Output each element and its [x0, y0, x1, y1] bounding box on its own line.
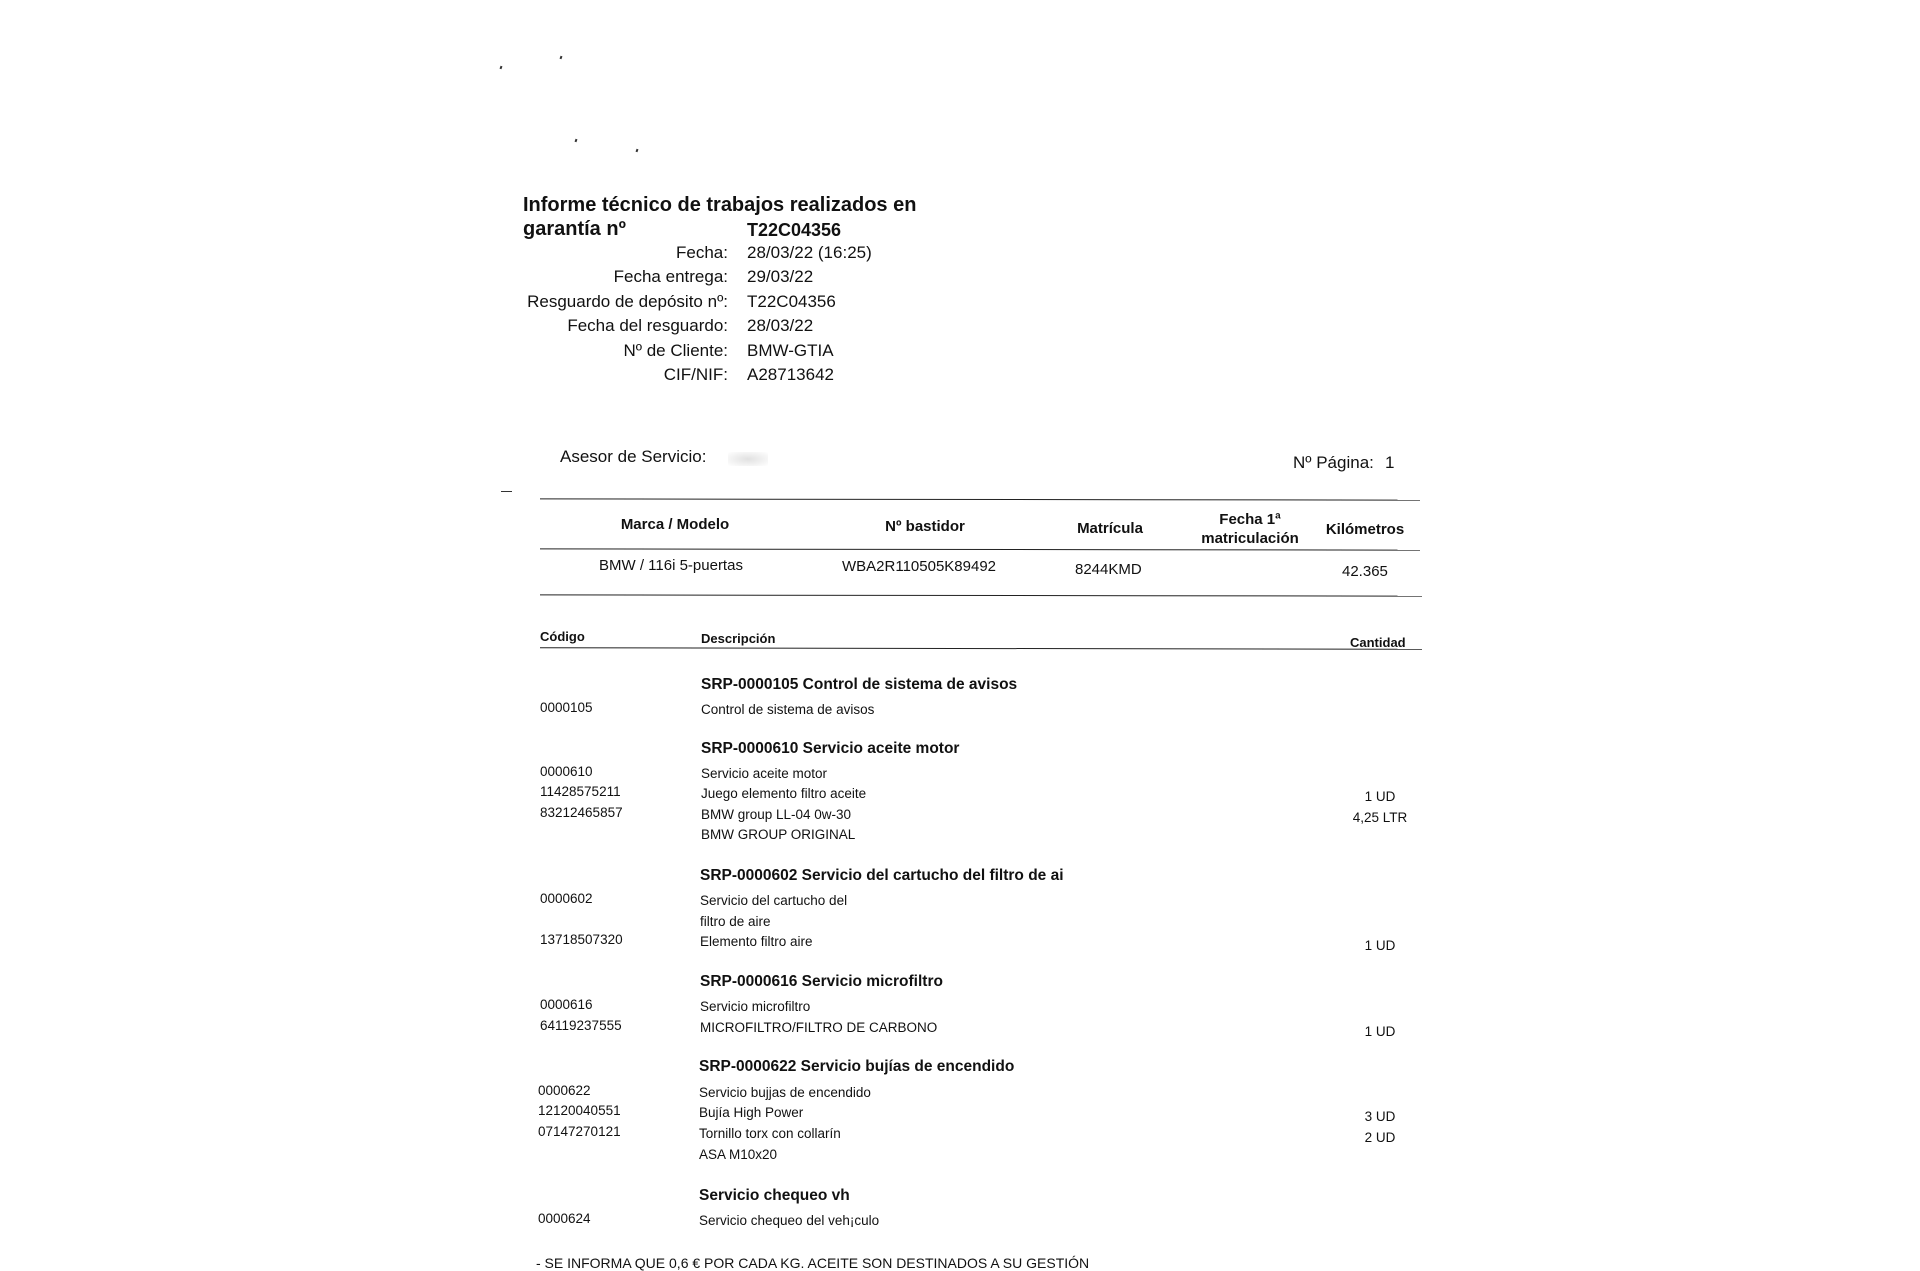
vehicle-header-plate: Matrícula: [1077, 520, 1143, 537]
item-code: 12120040551: [538, 1103, 621, 1118]
item-description: MICROFILTRO/FILTRO DE CARBONO: [700, 1020, 938, 1035]
item-quantity: 1 UD: [1364, 1024, 1396, 1039]
item-description: BMW group LL-04 0w-30: [701, 807, 852, 822]
page-number-value: 1: [1385, 453, 1395, 472]
first-reg-line2: matriculación: [1201, 530, 1299, 547]
info-value: T22C04356: [747, 292, 836, 311]
info-value: BMW-GTIA: [747, 341, 834, 360]
item-code: 0000624: [538, 1211, 591, 1226]
redacted-advisor-name: [728, 452, 768, 466]
info-label: Fecha del resguardo:: [567, 316, 728, 335]
section-title: SRP-0000622 Servicio bujías de encendido: [699, 1058, 1015, 1075]
section-title: SRP-0000105 Control de sistema de avisos: [701, 676, 1018, 693]
info-label: Resguardo de depósito nº:: [527, 292, 728, 311]
vehicle-header-first-registration: [1185, 510, 1315, 548]
item-code: 64119237555: [540, 1018, 622, 1033]
item-code: 0000616: [540, 997, 593, 1012]
item-description: BMW GROUP ORIGINAL: [701, 827, 856, 842]
vehicle-table-bottom-rule: [540, 594, 1422, 596]
first-reg-line1: Fecha 1ª: [1219, 511, 1281, 528]
item-code: 07147270121: [538, 1124, 621, 1139]
page-number-label: Nº Página:: [1293, 453, 1374, 472]
item-description: Servicio aceite motor: [701, 766, 828, 781]
item-description: Servicio bujjas de encendido: [699, 1085, 871, 1100]
item-quantity: 3 UD: [1364, 1109, 1396, 1124]
item-code: 0000610: [540, 764, 593, 779]
scan-speck: [500, 66, 503, 70]
report-title: Informe técnico de trabajos realizados en: [523, 194, 917, 216]
info-value: 29/03/22: [747, 267, 814, 286]
scan-speck: [636, 149, 639, 153]
vehicle-brand-model: BMW / 116i 5-puertas: [599, 557, 743, 574]
scan-speck: [560, 56, 563, 60]
report-number: T22C04356: [747, 220, 842, 240]
info-value: 28/03/22: [747, 316, 814, 335]
item-description: Elemento filtro aire: [700, 934, 813, 949]
vehicle-km: 42.365: [1342, 563, 1388, 580]
info-value: 28/03/22 (16:25): [747, 243, 872, 262]
item-code: 13718507320: [540, 932, 623, 947]
item-description: ASA M10x20: [699, 1147, 778, 1162]
advisor-label: Asesor de Servicio:: [560, 447, 707, 466]
item-description: Bujía High Power: [699, 1105, 804, 1120]
item-code: 83212465857: [540, 805, 623, 820]
vehicle-header-km: Kilómetros: [1325, 521, 1405, 538]
item-description: Servicio microfiltro: [700, 999, 811, 1014]
vehicle-plate: 8244KMD: [1075, 561, 1142, 578]
item-code: 0000622: [538, 1083, 591, 1098]
vehicle-table-header-rule: [540, 548, 1420, 550]
section-title: Servicio chequeo vh: [699, 1187, 850, 1204]
vehicle-header-brand-model: Marca / Modelo: [620, 516, 730, 533]
info-value: A28713642: [747, 365, 834, 384]
vehicle-header-vin: Nº bastidor: [885, 518, 965, 535]
items-header-rule: [540, 647, 1422, 650]
items-header-quantity: Cantidad: [1350, 635, 1406, 650]
vehicle-vin: WBA2R110505K89492: [842, 558, 996, 575]
item-description: Juego elemento filtro aceite: [701, 786, 867, 801]
info-label: Fecha entrega:: [613, 267, 728, 286]
item-description: filtro de aire: [700, 914, 771, 929]
vehicle-table-top-rule: [540, 498, 1420, 500]
item-quantity: 1 UD: [1364, 938, 1396, 953]
section-title: SRP-0000610 Servicio aceite motor: [701, 740, 960, 757]
info-label: CIF/NIF:: [663, 365, 728, 384]
item-description: Servicio chequeo del veh¡culo: [699, 1213, 880, 1228]
section-title: SRP-0000616 Servicio microfiltro: [700, 973, 943, 990]
section-title: SRP-0000602 Servicio del cartucho del filtro de ai: [700, 867, 1064, 884]
item-description: Tornillo torx con collarín: [699, 1126, 841, 1141]
report-title-line2: garantía nº: [523, 218, 626, 240]
info-label: Nº de Cliente:: [623, 341, 728, 360]
item-description: Control de sistema de avisos: [701, 702, 875, 717]
item-code: 11428575211: [540, 784, 621, 799]
footer-note: - SE INFORMA QUE 0,6 € POR CADA KG. ACEITE SON DESTINADOS A SU GESTIÓN: [536, 1255, 1090, 1271]
scan-speck: [575, 139, 578, 143]
item-code: 0000602: [540, 891, 593, 906]
info-label: Fecha:: [676, 243, 728, 262]
item-quantity: 2 UD: [1364, 1130, 1396, 1145]
item-code: 0000105: [540, 700, 593, 715]
items-header-code: Código: [540, 629, 585, 644]
items-header-description: Descripción: [701, 631, 776, 646]
item-description: Servicio del cartucho del: [700, 893, 848, 908]
item-quantity: 1 UD: [1364, 789, 1396, 804]
margin-mark: [501, 491, 512, 492]
item-quantity: 4,25 LTR: [1352, 810, 1408, 825]
